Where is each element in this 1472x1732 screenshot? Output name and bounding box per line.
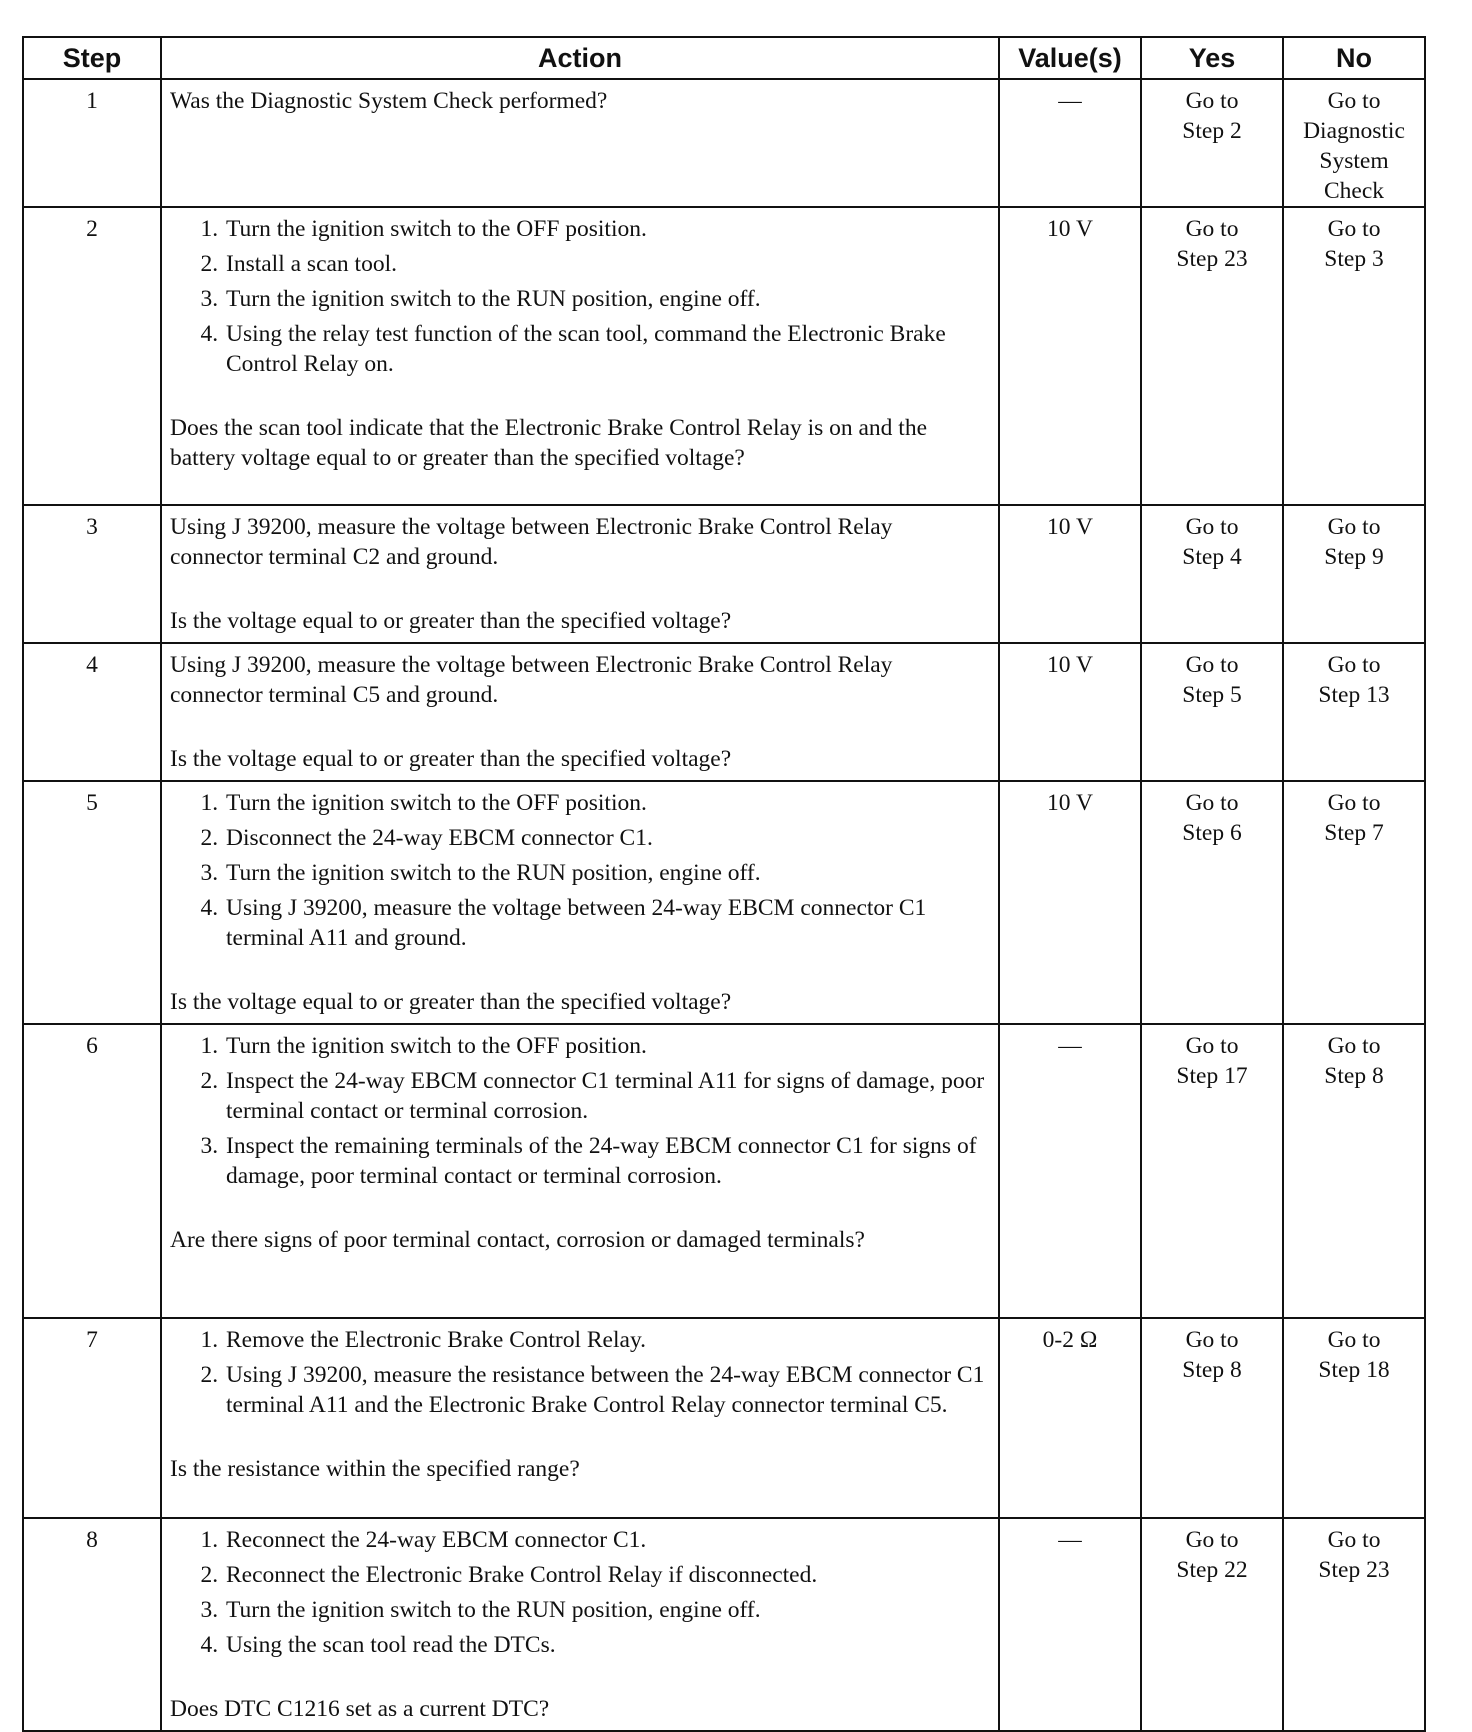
- no-line: Step 13: [1318, 682, 1390, 708]
- value-cell: 10 V: [999, 643, 1141, 781]
- no-cell: [1283, 781, 1425, 1024]
- procedure-item: 3. Turn the ignition switch to the RUN position, engine off.: [224, 284, 990, 314]
- question-text: Is the resistance within the specified range?: [170, 1456, 580, 1482]
- action-cell: [161, 505, 999, 643]
- yes-line: Step 8: [1182, 1357, 1242, 1383]
- step-number: 3: [23, 505, 161, 643]
- procedure-item: 2. Reconnect the Electronic Brake Control Relay if disconnected.: [224, 1560, 990, 1590]
- diagnostic-table: [22, 36, 1426, 1732]
- table-row: [23, 207, 1425, 505]
- yes-line: Step 4: [1182, 544, 1242, 570]
- yes-line: Step 17: [1176, 1063, 1248, 1089]
- no-line: System: [1319, 148, 1389, 174]
- table-row: [23, 643, 1425, 781]
- yes-line: Go to: [1185, 1527, 1239, 1553]
- no-line: Step 9: [1324, 544, 1384, 570]
- table-row: [23, 505, 1425, 643]
- question-text: Does the scan tool indicate that the Electronic Brake Control Relay is on and the battery voltage equal to or greater than the specified voltage?: [170, 415, 928, 471]
- procedure-item: 4. Using the relay test function of the scan tool, command the Electronic Brake Control Relay on.: [224, 319, 990, 379]
- no-line: Step 7: [1324, 820, 1384, 846]
- no-cell: [1283, 643, 1425, 781]
- no-cell: [1283, 79, 1425, 207]
- no-line: Go to: [1327, 216, 1381, 242]
- yes-line: Go to: [1185, 88, 1239, 114]
- step-number: 7: [23, 1318, 161, 1518]
- action-cell: [161, 1518, 999, 1731]
- value-cell: 0-2 Ω: [999, 1318, 1141, 1518]
- action-text: Using J 39200, measure the voltage between Electronic Brake Control Relay connector terminal C2 and ground.: [170, 514, 893, 570]
- procedure-item: 2. Using J 39200, measure the resistance between the 24-way EBCM connector C1 terminal A11 and the Electronic Brake Control Relay connector terminal C5.: [224, 1360, 990, 1420]
- table-row: [23, 1024, 1425, 1318]
- no-cell: [1283, 1518, 1425, 1731]
- no-line: Go to: [1327, 1033, 1381, 1059]
- header-row: [23, 37, 1425, 79]
- procedure-list: [170, 1325, 990, 1420]
- step-number: 1: [23, 79, 161, 207]
- question-text: Are there signs of poor terminal contact, corrosion or damaged terminals?: [170, 1227, 865, 1253]
- table-row: [23, 79, 1425, 207]
- yes-cell: [1141, 1518, 1283, 1731]
- procedure-list: [170, 1031, 990, 1191]
- yes-line: Go to: [1185, 514, 1239, 540]
- question-text: Does DTC C1216 set as a current DTC?: [170, 1696, 550, 1722]
- diagnostic-page: [22, 36, 1424, 1732]
- procedure-item: 2. Disconnect the 24-way EBCM connector C1.: [224, 823, 990, 853]
- yes-line: Step 5: [1182, 682, 1242, 708]
- yes-line: Step 2: [1182, 118, 1242, 144]
- yes-line: Go to: [1185, 1033, 1239, 1059]
- table-row: [23, 781, 1425, 1024]
- question-text: Is the voltage equal to or greater than the specified voltage?: [170, 608, 732, 634]
- yes-cell: [1141, 781, 1283, 1024]
- step-number: 6: [23, 1024, 161, 1318]
- question-text: Is the voltage equal to or greater than the specified voltage?: [170, 746, 732, 772]
- yes-cell: [1141, 207, 1283, 505]
- value-cell: 10 V: [999, 781, 1141, 1024]
- yes-line: Go to: [1185, 216, 1239, 242]
- step-number: 2: [23, 207, 161, 505]
- header-no: No: [1283, 37, 1425, 79]
- procedure-item: 2. Inspect the 24-way EBCM connector C1 terminal A11 for signs of damage, poor terminal contact or terminal corrosion.: [224, 1066, 990, 1126]
- value-cell: 10 V: [999, 207, 1141, 505]
- no-line: Go to: [1327, 790, 1381, 816]
- procedure-item: 1. Turn the ignition switch to the OFF position.: [224, 788, 990, 818]
- procedure-item: 4. Using J 39200, measure the voltage between 24-way EBCM connector C1 terminal A11 and ground.: [224, 893, 990, 953]
- action-cell: [161, 207, 999, 505]
- no-line: Step 8: [1324, 1063, 1384, 1089]
- yes-cell: [1141, 643, 1283, 781]
- action-text: Was the Diagnostic System Check performed?: [170, 88, 608, 114]
- procedure-item: 1. Turn the ignition switch to the OFF position.: [224, 1031, 990, 1061]
- yes-line: Go to: [1185, 652, 1239, 678]
- table-row: [23, 1318, 1425, 1518]
- yes-line: Step 23: [1176, 246, 1248, 272]
- header-step: Step: [23, 37, 161, 79]
- no-line: Go to: [1327, 1527, 1381, 1553]
- no-line: Step 3: [1324, 246, 1384, 272]
- action-cell: [161, 79, 999, 207]
- procedure-item: 3. Turn the ignition switch to the RUN position, engine off.: [224, 1595, 990, 1625]
- action-cell: [161, 781, 999, 1024]
- procedure-item: 4. Using the scan tool read the DTCs.: [224, 1630, 990, 1660]
- action-cell: [161, 643, 999, 781]
- header-yes: Yes: [1141, 37, 1283, 79]
- header-values: Value(s): [999, 37, 1141, 79]
- no-line: Step 23: [1318, 1557, 1390, 1583]
- procedure-item: 3. Inspect the remaining terminals of the 24-way EBCM connector C1 for signs of damage, poor terminal contact or terminal corrosion.: [224, 1131, 990, 1191]
- action-cell: [161, 1318, 999, 1518]
- procedure-item: 1. Reconnect the 24-way EBCM connector C1.: [224, 1525, 990, 1555]
- action-cell: [161, 1024, 999, 1318]
- step-number: 8: [23, 1518, 161, 1731]
- no-cell: [1283, 207, 1425, 505]
- table-body: [23, 79, 1425, 1731]
- no-line: Go to: [1327, 514, 1381, 540]
- question-text: Is the voltage equal to or greater than the specified voltage?: [170, 989, 732, 1015]
- value-cell: —: [999, 79, 1141, 207]
- no-line: Check: [1323, 178, 1385, 204]
- yes-cell: [1141, 505, 1283, 643]
- yes-line: Step 6: [1182, 820, 1242, 846]
- procedure-item: 3. Turn the ignition switch to the RUN position, engine off.: [224, 858, 990, 888]
- no-line: Diagnostic: [1303, 118, 1405, 144]
- header-action: Action: [161, 37, 999, 79]
- value-cell: 10 V: [999, 505, 1141, 643]
- value-cell: —: [999, 1024, 1141, 1318]
- procedure-list: [170, 1525, 990, 1660]
- no-line: Step 18: [1318, 1357, 1390, 1383]
- step-number: 5: [23, 781, 161, 1024]
- yes-line: Step 22: [1176, 1557, 1248, 1583]
- procedure-item: 1. Remove the Electronic Brake Control Relay.: [224, 1325, 990, 1355]
- procedure-list: [170, 788, 990, 953]
- action-text: Using J 39200, measure the voltage between Electronic Brake Control Relay connector terminal C5 and ground.: [170, 652, 893, 708]
- procedure-item: 1. Turn the ignition switch to the OFF position.: [224, 214, 990, 244]
- no-cell: [1283, 505, 1425, 643]
- yes-line: Go to: [1185, 790, 1239, 816]
- yes-cell: [1141, 1024, 1283, 1318]
- no-cell: [1283, 1024, 1425, 1318]
- table-row: [23, 1518, 1425, 1731]
- procedure-list: [170, 214, 990, 379]
- procedure-item: 2. Install a scan tool.: [224, 249, 990, 279]
- yes-cell: [1141, 79, 1283, 207]
- yes-line: Go to: [1185, 1327, 1239, 1353]
- no-line: Go to: [1327, 1327, 1381, 1353]
- value-cell: —: [999, 1518, 1141, 1731]
- no-line: Go to: [1327, 652, 1381, 678]
- step-number: 4: [23, 643, 161, 781]
- no-cell: [1283, 1318, 1425, 1518]
- yes-cell: [1141, 1318, 1283, 1518]
- no-line: Go to: [1327, 88, 1381, 114]
